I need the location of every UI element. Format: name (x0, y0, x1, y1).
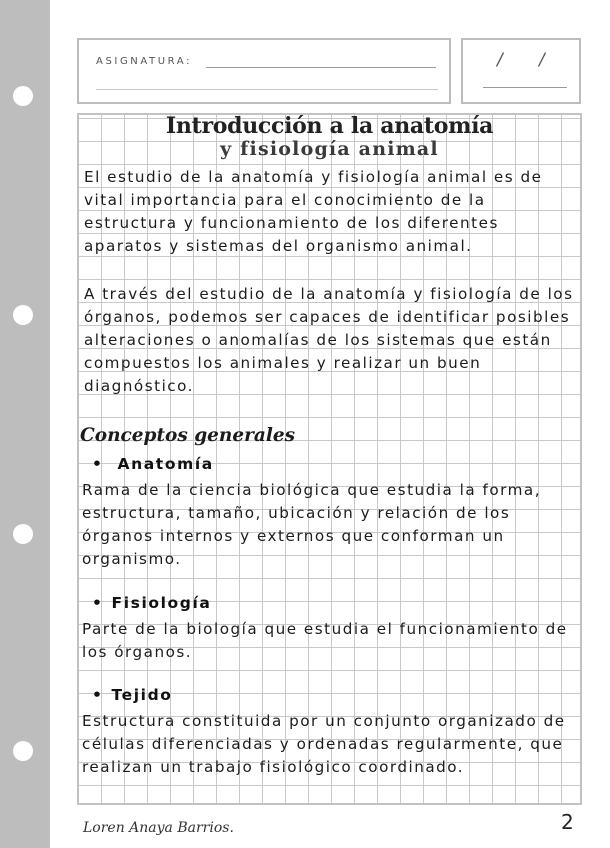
concept-definition: Parte de la biología que estudia el funcionamiento de los órganos. (82, 620, 568, 661)
punch-hole (13, 524, 33, 544)
concept-definition: Rama de la ciencia biológica que estudia la forma, estructura, tamaño, ubicación y relación de los órganos internos y externos que conforman un organismo. (82, 481, 542, 568)
subject-box (77, 38, 451, 104)
intro-paragraph: El estudio de la anatomía y fisiología animal es de vital importancia para el conocimiento de la estructura y funcionamiento de los diferentes aparatos y sistemas del organismo animal. (84, 168, 543, 255)
date-field-line (483, 87, 567, 88)
subject-label: ASIGNATURA: (96, 56, 193, 67)
punch-hole (13, 305, 33, 325)
author-name: Loren Anaya Barrios. (83, 820, 234, 836)
section-heading: Conceptos generales (80, 425, 296, 446)
date-box (461, 38, 581, 104)
concept-term: • Anatomía (92, 455, 214, 473)
subject-field-line (206, 67, 436, 68)
date-separator: / (539, 50, 545, 70)
punch-hole (13, 86, 33, 106)
bullet-icon: • (92, 455, 104, 473)
concept-term: • Fisiología (92, 594, 212, 612)
binder-strip (0, 0, 50, 848)
subject-field-line (96, 89, 438, 90)
page-number: 2 (561, 810, 574, 834)
page-title: Introducción a la anatomía (165, 113, 494, 139)
concept-term: • Tejido (92, 686, 173, 704)
bullet-icon: • (92, 594, 104, 612)
date-separator: / (497, 50, 503, 70)
concept-definition: Estructura constituida por un conjunto organizado de células diferenciadas y ordenadas regularmente, que realizan un trabajo fisiológico coordinado. (82, 712, 566, 776)
bullet-icon: • (92, 686, 104, 704)
page-subtitle: y fisiología animal (220, 138, 439, 160)
punch-hole (13, 741, 33, 761)
intro-paragraph: A través del estudio de la anatomía y fisiología de los órganos, podemos ser capaces de identificar posibles alteraciones o anomalías de los sistemas que están compuestos los animales y realizar un buen diagnóstico. (84, 285, 574, 395)
